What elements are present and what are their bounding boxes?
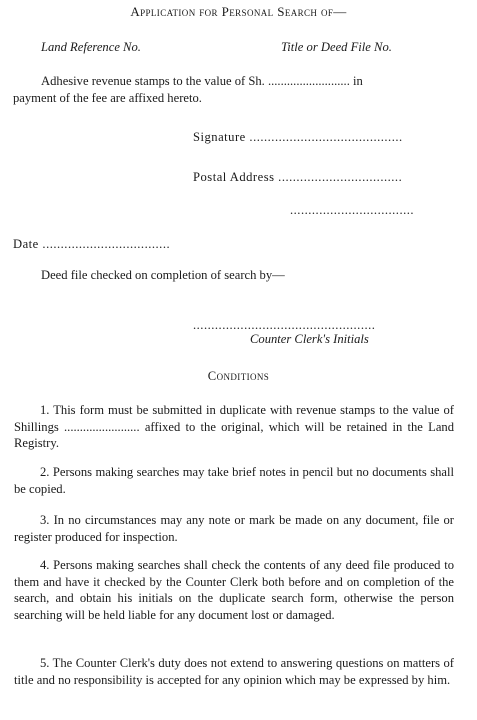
condition-5-text: 5. The Counter Clerk's duty does not extend to answering questions on matters of title and no responsibility is accepted for any opinion which may be expressed by him. xyxy=(14,656,454,687)
deed-file-checked-text: Deed file checked on completion of search by— xyxy=(41,268,285,282)
condition-4-text: 4. Persons making searches shall check the contents of any deed file produced to them and have it checked by the Counter Clerk both before and on completion of the search, and obtain his initials on the duplicate search form, otherwise the person searching will be held liable for any document lost or damaged. xyxy=(14,558,454,622)
signature-field[interactable] xyxy=(193,130,403,145)
condition-3-text: 3. In no circumstances may any note or mark be made on any document, file or register produced for inspection. xyxy=(14,513,454,544)
form-title: Application for Personal Search of— xyxy=(130,4,347,19)
counter-clerk-initials-line[interactable]: .................................................. xyxy=(193,318,376,332)
land-reference-label: Land Reference No. xyxy=(41,40,141,54)
condition-2 xyxy=(14,464,454,497)
signature-label: Signature .......................................... xyxy=(193,130,403,144)
conditions-heading: Conditions xyxy=(207,369,270,383)
condition-1 xyxy=(14,402,454,452)
condition-5 xyxy=(14,655,454,688)
counter-clerk-initials-label: Counter Clerk's Initials xyxy=(250,332,369,346)
condition-3 xyxy=(14,512,454,545)
date-field[interactable]: Date ................................... xyxy=(13,237,171,251)
stamps-text-line-2: payment of the fee are affixed hereto. xyxy=(13,91,202,105)
postal-address-label: Postal Address .................................. xyxy=(193,170,403,184)
title-deed-file-label: Title or Deed File No. xyxy=(281,40,392,54)
condition-4 xyxy=(14,557,454,623)
condition-2-text: 2. Persons making searches may take brief notes in pencil but no documents shall be copied. xyxy=(14,465,454,496)
condition-1-text: 1. This form must be submitted in duplicate with revenue stamps to the value of Shillings ........................ affixed to the original, which will be retained in the Land Registry. xyxy=(14,403,454,450)
stamps-text-line-1: Adhesive revenue stamps to the value of Sh. .......................... in xyxy=(41,74,363,88)
postal-address-field[interactable] xyxy=(193,170,402,185)
postal-address-line-2[interactable]: .................................. xyxy=(290,203,415,217)
